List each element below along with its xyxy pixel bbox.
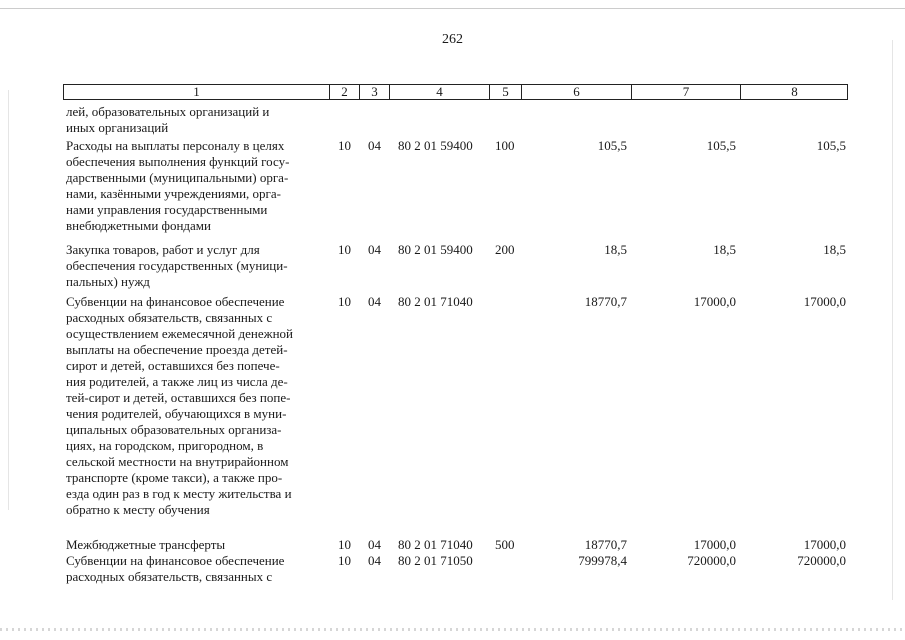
desc-line: ния родителей, а также лиц из числа де- xyxy=(66,374,288,389)
desc-line: обратно к месту обучения xyxy=(66,502,210,517)
page-number: 262 xyxy=(442,32,463,47)
cell-amount-8: 105,5 xyxy=(816,138,846,153)
cell-subsection: 04 xyxy=(368,537,381,552)
row-description xyxy=(66,138,328,234)
desc-line: внебюджетными фондами xyxy=(66,218,211,233)
cell-amount-8: 720000,0 xyxy=(797,553,846,568)
header-col-7: 7 xyxy=(631,85,740,99)
desc-line: тей-сирот и детей, оставшихся без попе- xyxy=(66,390,291,405)
cell-amount-7: 720000,0 xyxy=(687,553,736,568)
row-description xyxy=(66,553,328,585)
row-description xyxy=(66,294,328,518)
scan-left-edge-mark xyxy=(8,90,9,510)
cell-amount-6: 18770,7 xyxy=(584,537,627,552)
desc-line: лей, образовательных организаций и xyxy=(66,104,270,119)
desc-line: циях, на городском, пригородном, в xyxy=(66,438,264,453)
cell-target-code: 80 2 01 71050 xyxy=(398,553,473,568)
cell-target-code: 80 2 01 71040 xyxy=(398,294,473,309)
desc-line: чения родителей, обучающихся в муни- xyxy=(66,406,287,421)
desc-line: дарственными (муниципальными) орга- xyxy=(66,170,289,185)
cell-subsection: 04 xyxy=(368,242,381,257)
desc-line: Межбюджетные трансферты xyxy=(66,537,226,552)
desc-line: обеспечения выполнения функций госу- xyxy=(66,154,290,169)
desc-line: нами, казёнными учреждениями, орга- xyxy=(66,186,281,201)
scan-bottom-noise xyxy=(0,628,905,631)
cell-section: 10 xyxy=(338,138,351,153)
header-col-6: 6 xyxy=(521,85,631,99)
desc-line: транспорте (кроме такси), а также про- xyxy=(66,470,283,485)
header-col-4: 4 xyxy=(389,85,489,99)
header-col-8: 8 xyxy=(740,85,848,99)
cell-target-code: 80 2 01 59400 xyxy=(398,138,473,153)
desc-line: расходных обязательств, связанных с xyxy=(66,310,273,325)
cell-amount-8: 17000,0 xyxy=(803,294,846,309)
header-col-2: 2 xyxy=(329,85,359,99)
desc-line: расходных обязательств, связанных с xyxy=(66,569,273,584)
cell-subsection: 04 xyxy=(368,138,381,153)
cell-amount-6: 105,5 xyxy=(597,138,627,153)
desc-line: ципальных образовательных организа- xyxy=(66,422,282,437)
row-description xyxy=(66,242,328,290)
cell-target-code: 80 2 01 59400 xyxy=(398,242,473,257)
cell-amount-7: 17000,0 xyxy=(693,294,736,309)
header-col-3: 3 xyxy=(359,85,389,99)
cell-amount-6: 18,5 xyxy=(604,242,627,257)
desc-line: Закупка товаров, работ и услуг для xyxy=(66,242,260,257)
desc-line: езда один раз в год к месту жительства и xyxy=(66,486,292,501)
cell-target-code: 80 2 01 71040 xyxy=(398,537,473,552)
cell-section: 10 xyxy=(338,242,351,257)
desc-line: Субвенции на финансовое обеспечение xyxy=(66,553,285,568)
cell-subsection: 04 xyxy=(368,553,381,568)
cell-amount-8: 18,5 xyxy=(823,242,846,257)
cell-expense-type: 200 xyxy=(495,242,515,257)
table-header-row xyxy=(63,84,848,100)
cell-amount-7: 18,5 xyxy=(713,242,736,257)
row-description xyxy=(66,537,328,553)
desc-line: сельской местности на внутрирайонном xyxy=(66,454,289,469)
desc-line: обеспечения государственных (муници- xyxy=(66,258,288,273)
cell-amount-8: 17000,0 xyxy=(803,537,846,552)
desc-line: Субвенции на финансовое обеспечение xyxy=(66,294,285,309)
scan-right-edge-mark xyxy=(892,40,893,600)
cell-amount-6: 18770,7 xyxy=(584,294,627,309)
cell-expense-type: 500 xyxy=(495,537,515,552)
desc-line: выплаты на обеспечение проезда детей- xyxy=(66,342,288,357)
desc-line: осуществлением ежемесячной денежной xyxy=(66,326,293,341)
scan-top-edge xyxy=(0,8,905,9)
desc-line: пальных) нужд xyxy=(66,274,150,289)
cell-section: 10 xyxy=(338,294,351,309)
desc-line: Расходы на выплаты персоналу в целях xyxy=(66,138,285,153)
cell-section: 10 xyxy=(338,537,351,552)
cell-amount-7: 17000,0 xyxy=(693,537,736,552)
desc-line: сирот и детей, оставшихся без попече- xyxy=(66,358,280,373)
cell-amount-7: 105,5 xyxy=(706,138,736,153)
cell-subsection: 04 xyxy=(368,294,381,309)
desc-line: нами управления государственными xyxy=(66,202,268,217)
cell-section: 10 xyxy=(338,553,351,568)
cell-amount-6: 799978,4 xyxy=(578,553,627,568)
row-description xyxy=(66,104,328,136)
cell-expense-type: 100 xyxy=(495,138,515,153)
header-col-1: 1 xyxy=(193,84,200,99)
header-col-5: 5 xyxy=(489,85,521,99)
desc-line: иных организаций xyxy=(66,120,169,135)
